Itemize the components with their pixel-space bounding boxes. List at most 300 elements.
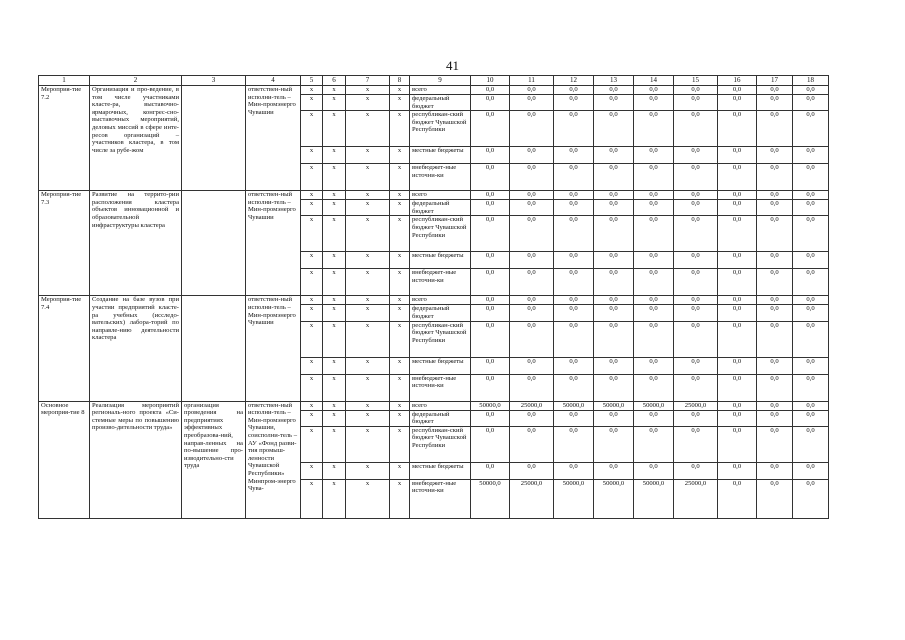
activity-name-cell: Создание на базе вузов при участии предприятий класте-ра учебных (исследо-вательских) лабора-торий по направле-нию деятельности кластера — [90, 296, 182, 401]
amount-cell: 0,0 — [594, 164, 634, 191]
code-cell: х — [301, 374, 323, 401]
amount-cell: 50000,0 — [471, 479, 510, 518]
code-cell: х — [301, 426, 323, 462]
amount-cell: 0,0 — [510, 374, 554, 401]
amount-cell: 0,0 — [510, 111, 554, 147]
funding-source-cell: федеральный бюджет — [410, 410, 471, 426]
code-cell: х — [323, 216, 346, 252]
code-cell: х — [323, 86, 346, 95]
code-cell: х — [301, 357, 323, 374]
amount-cell: 0,0 — [594, 374, 634, 401]
table-row — [39, 296, 829, 305]
amount-cell: 0,0 — [793, 95, 829, 111]
funding-source-cell: внебюджет-ные источни-ки — [410, 164, 471, 191]
code-cell: х — [390, 164, 410, 191]
amount-cell: 0,0 — [634, 321, 674, 357]
code-cell: х — [323, 479, 346, 518]
amount-cell: 25000,0 — [674, 479, 718, 518]
amount-cell: 0,0 — [718, 164, 757, 191]
amount-cell: 0,0 — [510, 164, 554, 191]
activity-goal-cell: организация проведения на предприятиях эффективных преобразова-ний, направ-ленных на по-вышение про-изводительно-сти труда — [182, 401, 246, 518]
amount-cell: 0,0 — [510, 200, 554, 216]
amount-cell: 0,0 — [634, 426, 674, 462]
amount-cell: 0,0 — [793, 216, 829, 252]
amount-cell: 0,0 — [674, 357, 718, 374]
amount-cell: 0,0 — [594, 111, 634, 147]
amount-cell: 0,0 — [674, 164, 718, 191]
code-cell: х — [346, 252, 390, 269]
code-cell: х — [346, 305, 390, 321]
header-cell: 11 — [510, 76, 554, 86]
code-cell: х — [390, 111, 410, 147]
code-cell: х — [346, 111, 390, 147]
amount-cell: 0,0 — [718, 269, 757, 296]
funding-source-cell: федеральный бюджет — [410, 95, 471, 111]
code-cell: х — [346, 462, 390, 479]
amount-cell: 0,0 — [718, 200, 757, 216]
code-cell: х — [323, 111, 346, 147]
amount-cell: 0,0 — [510, 462, 554, 479]
amount-cell: 0,0 — [510, 191, 554, 200]
amount-cell: 0,0 — [674, 147, 718, 164]
code-cell: х — [301, 86, 323, 95]
amount-cell: 0,0 — [718, 296, 757, 305]
funding-source-cell: республикан-ский бюджет Чувашской Республики — [410, 111, 471, 147]
program-table — [38, 75, 829, 519]
amount-cell: 0,0 — [554, 86, 594, 95]
code-cell: х — [390, 95, 410, 111]
header-cell: 2 — [90, 76, 182, 86]
code-cell: х — [346, 321, 390, 357]
code-cell: х — [323, 401, 346, 410]
amount-cell: 0,0 — [674, 296, 718, 305]
activity-goal-cell — [182, 191, 246, 296]
amount-cell: 0,0 — [757, 252, 793, 269]
amount-cell: 0,0 — [634, 200, 674, 216]
header-cell: 4 — [246, 76, 301, 86]
amount-cell: 0,0 — [594, 296, 634, 305]
header-cell: 16 — [718, 76, 757, 86]
page-number: 41 — [446, 58, 459, 73]
code-cell: х — [323, 374, 346, 401]
amount-cell: 0,0 — [718, 357, 757, 374]
funding-source-cell: местные бюджеты — [410, 252, 471, 269]
amount-cell: 0,0 — [510, 147, 554, 164]
responsible-cell: ответствен-ный исполни-тель – Мин-промэнерго Чувашии, соисполни-тель – АУ «Фонд разви-тия промыш-ленности Чувашской Республики» Минпром-энерго Чува- — [246, 401, 301, 518]
code-cell: х — [301, 479, 323, 518]
header-cell: 5 — [301, 76, 323, 86]
amount-cell: 0,0 — [793, 296, 829, 305]
amount-cell: 0,0 — [793, 200, 829, 216]
header-cell: 8 — [390, 76, 410, 86]
amount-cell: 0,0 — [634, 164, 674, 191]
amount-cell: 0,0 — [718, 216, 757, 252]
amount-cell: 0,0 — [674, 86, 718, 95]
code-cell: х — [390, 296, 410, 305]
amount-cell: 0,0 — [554, 111, 594, 147]
header-cell: 7 — [346, 76, 390, 86]
code-cell: х — [323, 252, 346, 269]
amount-cell: 0,0 — [757, 374, 793, 401]
code-cell: х — [390, 216, 410, 252]
amount-cell: 0,0 — [674, 200, 718, 216]
code-cell: х — [390, 479, 410, 518]
amount-cell: 0,0 — [757, 321, 793, 357]
amount-cell: 0,0 — [718, 305, 757, 321]
amount-cell: 0,0 — [594, 305, 634, 321]
funding-source-cell: местные бюджеты — [410, 147, 471, 164]
code-cell: х — [346, 200, 390, 216]
amount-cell: 0,0 — [757, 200, 793, 216]
activity-name-cell: Реализация мероприятий региональ-ного проекта «Си-стемные меры по повышению произво-дительности труда» — [90, 401, 182, 518]
amount-cell: 0,0 — [594, 252, 634, 269]
amount-cell: 0,0 — [793, 374, 829, 401]
header-row — [39, 76, 829, 86]
amount-cell: 0,0 — [718, 410, 757, 426]
code-cell: х — [323, 357, 346, 374]
amount-cell: 0,0 — [471, 374, 510, 401]
code-cell: х — [323, 462, 346, 479]
table-row — [39, 191, 829, 200]
amount-cell: 0,0 — [471, 321, 510, 357]
amount-cell: 0,0 — [634, 147, 674, 164]
amount-cell: 0,0 — [554, 426, 594, 462]
code-cell: х — [390, 269, 410, 296]
amount-cell: 0,0 — [471, 86, 510, 95]
activity-name-cell: Развитие на террито-рии расположения кластера объектов инновационной и образовательной инфраструктуры кластера — [90, 191, 182, 296]
code-cell: х — [390, 305, 410, 321]
amount-cell: 0,0 — [634, 216, 674, 252]
code-cell: х — [301, 111, 323, 147]
amount-cell: 0,0 — [471, 296, 510, 305]
amount-cell: 0,0 — [634, 357, 674, 374]
code-cell: х — [323, 305, 346, 321]
amount-cell: 25000,0 — [510, 401, 554, 410]
code-cell: х — [390, 401, 410, 410]
code-cell: х — [390, 321, 410, 357]
code-cell: х — [301, 321, 323, 357]
header-cell: 14 — [634, 76, 674, 86]
amount-cell: 0,0 — [634, 305, 674, 321]
amount-cell: 0,0 — [510, 86, 554, 95]
code-cell: х — [323, 164, 346, 191]
code-cell: х — [301, 200, 323, 216]
amount-cell: 0,0 — [594, 462, 634, 479]
amount-cell: 0,0 — [594, 269, 634, 296]
amount-cell: 0,0 — [554, 374, 594, 401]
funding-source-cell: всего — [410, 191, 471, 200]
code-cell: х — [323, 147, 346, 164]
responsible-cell: ответствен-ный исполни-тель – Мин-промэнерго Чувашии — [246, 296, 301, 401]
amount-cell: 0,0 — [594, 147, 634, 164]
amount-cell: 0,0 — [757, 147, 793, 164]
code-cell: х — [346, 95, 390, 111]
header-cell: 10 — [471, 76, 510, 86]
code-cell: х — [346, 191, 390, 200]
funding-source-cell: внебюджет-ные источни-ки — [410, 269, 471, 296]
amount-cell: 50000,0 — [634, 401, 674, 410]
amount-cell: 0,0 — [674, 95, 718, 111]
amount-cell: 0,0 — [793, 426, 829, 462]
funding-source-cell: федеральный бюджет — [410, 200, 471, 216]
code-cell: х — [346, 426, 390, 462]
amount-cell: 0,0 — [471, 147, 510, 164]
funding-source-cell: внебюджет-ные источни-ки — [410, 374, 471, 401]
funding-source-cell: всего — [410, 296, 471, 305]
amount-cell: 0,0 — [554, 305, 594, 321]
amount-cell: 0,0 — [674, 305, 718, 321]
responsible-cell: ответствен-ный исполни-тель – Мин-промэнерго Чувашии — [246, 86, 301, 191]
amount-cell: 0,0 — [757, 191, 793, 200]
amount-cell: 0,0 — [471, 357, 510, 374]
activity-code-cell: Мероприя-тие 7.2 — [39, 86, 90, 191]
code-cell: х — [346, 357, 390, 374]
amount-cell: 0,0 — [554, 191, 594, 200]
amount-cell: 0,0 — [757, 462, 793, 479]
code-cell: х — [301, 462, 323, 479]
header-cell: 18 — [793, 76, 829, 86]
amount-cell: 0,0 — [634, 252, 674, 269]
code-cell: х — [323, 191, 346, 200]
amount-cell: 0,0 — [793, 164, 829, 191]
amount-cell: 0,0 — [718, 374, 757, 401]
code-cell: х — [301, 164, 323, 191]
amount-cell: 0,0 — [718, 426, 757, 462]
amount-cell: 0,0 — [757, 86, 793, 95]
amount-cell: 0,0 — [718, 95, 757, 111]
amount-cell: 0,0 — [471, 95, 510, 111]
code-cell: х — [323, 269, 346, 296]
amount-cell: 0,0 — [634, 410, 674, 426]
amount-cell: 0,0 — [674, 374, 718, 401]
amount-cell: 0,0 — [594, 95, 634, 111]
amount-cell: 0,0 — [510, 410, 554, 426]
code-cell: х — [390, 86, 410, 95]
amount-cell: 0,0 — [757, 296, 793, 305]
amount-cell: 0,0 — [594, 357, 634, 374]
amount-cell: 0,0 — [554, 410, 594, 426]
amount-cell: 0,0 — [718, 191, 757, 200]
amount-cell: 0,0 — [554, 200, 594, 216]
funding-source-cell: внебюджет-ные источни-ки — [410, 479, 471, 518]
amount-cell: 0,0 — [510, 321, 554, 357]
code-cell: х — [346, 374, 390, 401]
code-cell: х — [301, 216, 323, 252]
amount-cell: 0,0 — [718, 147, 757, 164]
amount-cell: 0,0 — [793, 305, 829, 321]
amount-cell: 0,0 — [793, 147, 829, 164]
amount-cell: 0,0 — [634, 95, 674, 111]
code-cell: х — [346, 164, 390, 191]
code-cell: х — [390, 426, 410, 462]
code-cell: х — [301, 95, 323, 111]
amount-cell: 0,0 — [757, 95, 793, 111]
amount-cell: 0,0 — [554, 321, 594, 357]
table-row — [39, 86, 829, 95]
header-cell: 13 — [594, 76, 634, 86]
code-cell: х — [301, 269, 323, 296]
code-cell: х — [346, 401, 390, 410]
code-cell: х — [390, 200, 410, 216]
code-cell: х — [301, 410, 323, 426]
amount-cell: 0,0 — [510, 296, 554, 305]
amount-cell: 0,0 — [757, 426, 793, 462]
funding-source-cell: всего — [410, 86, 471, 95]
amount-cell: 0,0 — [554, 269, 594, 296]
code-cell: х — [301, 147, 323, 164]
amount-cell: 0,0 — [718, 401, 757, 410]
funding-source-cell: всего — [410, 401, 471, 410]
amount-cell: 0,0 — [757, 216, 793, 252]
code-cell: х — [301, 401, 323, 410]
amount-cell: 0,0 — [757, 305, 793, 321]
amount-cell: 0,0 — [793, 252, 829, 269]
code-cell: х — [301, 252, 323, 269]
code-cell: х — [390, 357, 410, 374]
amount-cell: 0,0 — [594, 86, 634, 95]
amount-cell: 0,0 — [757, 357, 793, 374]
amount-cell: 0,0 — [793, 462, 829, 479]
amount-cell: 25000,0 — [510, 479, 554, 518]
amount-cell: 0,0 — [510, 357, 554, 374]
code-cell: х — [323, 200, 346, 216]
amount-cell: 0,0 — [793, 269, 829, 296]
amount-cell: 50000,0 — [594, 479, 634, 518]
amount-cell: 0,0 — [471, 252, 510, 269]
amount-cell: 0,0 — [471, 164, 510, 191]
amount-cell: 0,0 — [793, 86, 829, 95]
activity-code-cell: Основное мероприя-тие 8 — [39, 401, 90, 518]
amount-cell: 0,0 — [554, 357, 594, 374]
amount-cell: 0,0 — [594, 410, 634, 426]
amount-cell: 0,0 — [471, 269, 510, 296]
amount-cell: 0,0 — [757, 111, 793, 147]
amount-cell: 0,0 — [718, 321, 757, 357]
amount-cell: 0,0 — [718, 86, 757, 95]
header-cell: 1 — [39, 76, 90, 86]
header-cell: 12 — [554, 76, 594, 86]
amount-cell: 0,0 — [510, 269, 554, 296]
header-cell: 15 — [674, 76, 718, 86]
code-cell: х — [390, 462, 410, 479]
amount-cell: 0,0 — [674, 216, 718, 252]
header-cell: 3 — [182, 76, 246, 86]
funding-source-cell: федеральный бюджет — [410, 305, 471, 321]
code-cell: х — [323, 426, 346, 462]
amount-cell: 0,0 — [674, 410, 718, 426]
amount-cell: 0,0 — [634, 462, 674, 479]
amount-cell: 0,0 — [634, 111, 674, 147]
funding-source-cell: республикан-ский бюджет Чувашской Республики — [410, 426, 471, 462]
responsible-cell: ответствен-ный исполни-тель – Мин-промэнерго Чувашии — [246, 191, 301, 296]
code-cell: х — [346, 410, 390, 426]
code-cell: х — [301, 191, 323, 200]
amount-cell: 0,0 — [554, 296, 594, 305]
amount-cell: 50000,0 — [554, 479, 594, 518]
amount-cell: 0,0 — [471, 191, 510, 200]
code-cell: х — [323, 296, 346, 305]
amount-cell: 0,0 — [554, 95, 594, 111]
amount-cell: 0,0 — [757, 401, 793, 410]
activity-code-cell: Мероприя-тие 7.3 — [39, 191, 90, 296]
amount-cell: 0,0 — [554, 462, 594, 479]
amount-cell: 0,0 — [674, 321, 718, 357]
amount-cell: 0,0 — [510, 305, 554, 321]
amount-cell: 0,0 — [594, 200, 634, 216]
amount-cell: 0,0 — [471, 462, 510, 479]
amount-cell: 0,0 — [674, 269, 718, 296]
amount-cell: 0,0 — [718, 111, 757, 147]
amount-cell: 0,0 — [674, 252, 718, 269]
amount-cell: 0,0 — [634, 296, 674, 305]
code-cell: х — [346, 296, 390, 305]
funding-source-cell: местные бюджеты — [410, 462, 471, 479]
activity-goal-cell — [182, 86, 246, 191]
amount-cell: 0,0 — [471, 426, 510, 462]
amount-cell: 0,0 — [793, 410, 829, 426]
amount-cell: 0,0 — [674, 426, 718, 462]
code-cell: х — [390, 191, 410, 200]
amount-cell: 0,0 — [674, 191, 718, 200]
header-cell: 9 — [410, 76, 471, 86]
amount-cell: 0,0 — [594, 321, 634, 357]
code-cell: х — [390, 374, 410, 401]
amount-cell: 0,0 — [554, 164, 594, 191]
code-cell: х — [390, 147, 410, 164]
amount-cell: 0,0 — [554, 252, 594, 269]
amount-cell: 0,0 — [793, 401, 829, 410]
amount-cell: 0,0 — [471, 305, 510, 321]
code-cell: х — [346, 147, 390, 164]
amount-cell: 0,0 — [471, 410, 510, 426]
amount-cell: 0,0 — [634, 269, 674, 296]
amount-cell: 0,0 — [718, 479, 757, 518]
code-cell: х — [390, 410, 410, 426]
amount-cell: 0,0 — [674, 462, 718, 479]
activity-code-cell: Мероприя-тие 7.4 — [39, 296, 90, 401]
code-cell: х — [346, 86, 390, 95]
code-cell: х — [390, 252, 410, 269]
funding-source-cell: республикан-ский бюджет Чувашской Республики — [410, 321, 471, 357]
header-cell: 6 — [323, 76, 346, 86]
code-cell: х — [323, 321, 346, 357]
amount-cell: 0,0 — [594, 216, 634, 252]
amount-cell: 0,0 — [757, 164, 793, 191]
amount-cell: 0,0 — [793, 479, 829, 518]
header-cell: 17 — [757, 76, 793, 86]
amount-cell: 0,0 — [510, 95, 554, 111]
amount-cell: 0,0 — [471, 111, 510, 147]
amount-cell: 0,0 — [718, 462, 757, 479]
amount-cell: 0,0 — [510, 216, 554, 252]
amount-cell: 0,0 — [510, 426, 554, 462]
amount-cell: 0,0 — [594, 426, 634, 462]
funding-source-cell: республикан-ский бюджет Чувашской Республики — [410, 216, 471, 252]
activity-name-cell: Организация и про-ведение, в том числе участниками класте-ра, выставочно-ярмарочных, конгрес-сно-выставочных мероприятий, деловых миссий в сфере инте-ресов организаций – участников кластера, в том числе за рубе-жом — [90, 86, 182, 191]
amount-cell: 0,0 — [793, 357, 829, 374]
amount-cell: 50000,0 — [471, 401, 510, 410]
amount-cell: 50000,0 — [634, 479, 674, 518]
amount-cell: 0,0 — [634, 191, 674, 200]
code-cell: х — [301, 305, 323, 321]
amount-cell: 0,0 — [674, 111, 718, 147]
funding-source-cell: местные бюджеты — [410, 357, 471, 374]
amount-cell: 50000,0 — [594, 401, 634, 410]
amount-cell: 0,0 — [471, 216, 510, 252]
code-cell: х — [323, 410, 346, 426]
amount-cell: 0,0 — [757, 410, 793, 426]
amount-cell: 0,0 — [757, 269, 793, 296]
